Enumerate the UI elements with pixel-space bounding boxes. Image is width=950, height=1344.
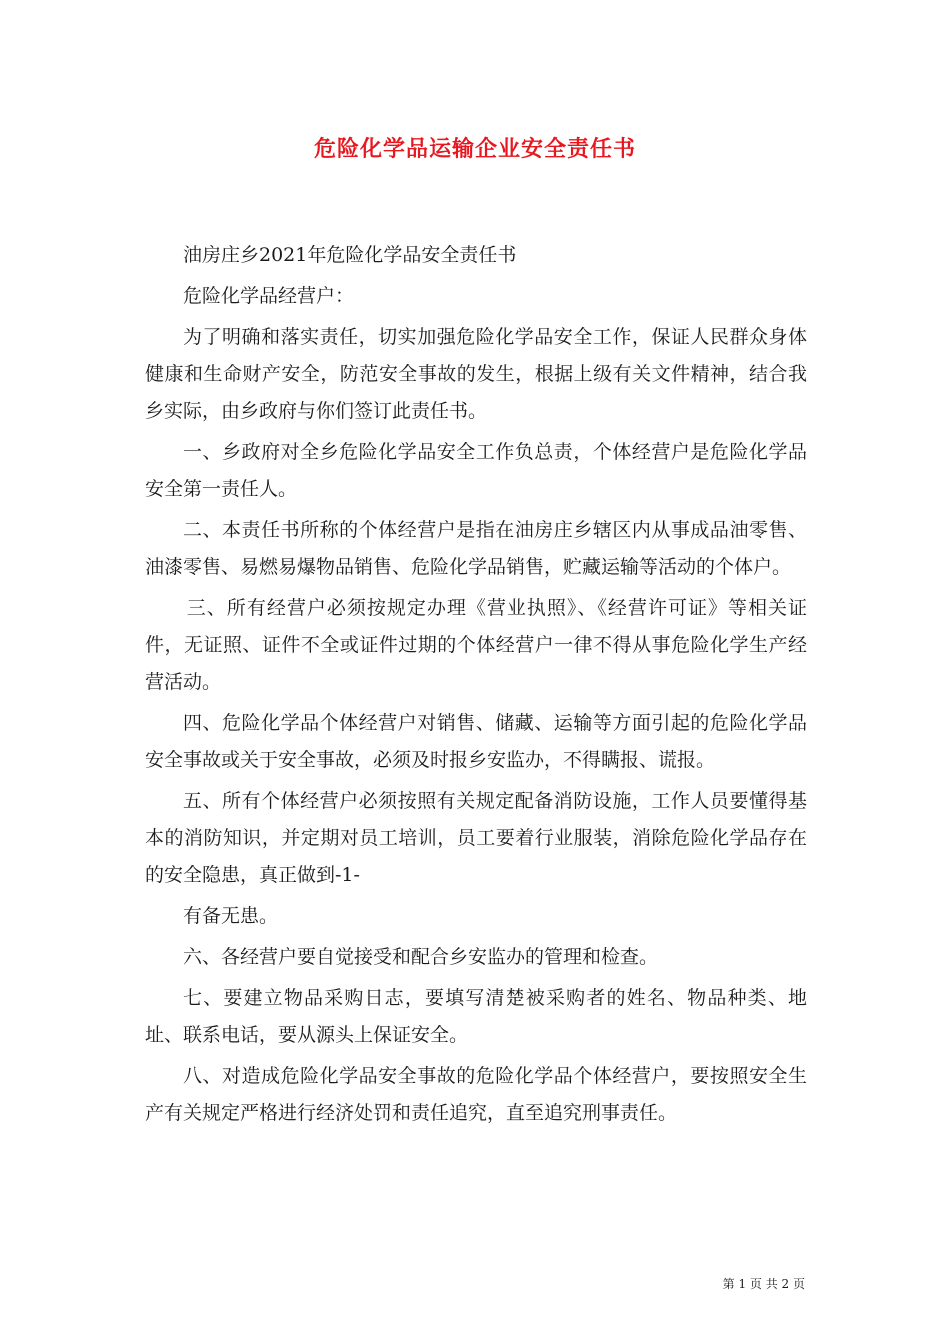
document-body [145,237,807,1136]
paragraph-addressee: 危险化学品经营户： [183,285,355,307]
paragraph-clause-1: 一、乡政府对全乡危险化学品安全工作负总责，个体经营户是危险化学品安全第一责任人。 [145,441,807,500]
paragraph-clause-2: 二、本责任书所称的个体经营户是指在油房庄乡辖区内从事成品油零售、油漆零售、易燃易爆物品销售、危险化学品销售，贮藏运输等活动的个体户。 [145,519,807,578]
paragraph-clause-5: 五、所有个体经营户必须按照有关规定配备消防设施，工作人员要懂得基本的消防知识，并定期对员工培训，员工要着行业服装，消除危险化学品存在的安全隐患，真正做到-1- [145,790,807,886]
paragraph-clause-3: 三、所有经营户必须按规定办理《营业执照》、《经营许可证》等相关证件，无证照、证件不全或证件过期的个体经营户一律不得从事危险化学生产经营活动。 [145,597,807,693]
paragraph-clause-6: 六、各经营户要自觉接受和配合乡安监办的管理和检查。 [183,946,659,968]
document-title: 危险化学品运输企业安全责任书 [313,137,636,162]
paragraph-subtitle: 油房庄乡2021年危险化学品安全责任书 [183,244,517,266]
paragraph-clause-4: 四、危险化学品个体经营户对销售、储藏、运输等方面引起的危险化学品安全事故或关于安全事故，必须及时报乡安监办，不得瞒报、谎报。 [145,712,807,771]
paragraph-clause-7: 七、要建立物品采购日志，要填写清楚被采购者的姓名、物品种类、地址、联系电话，要从源头上保证安全。 [145,987,807,1046]
paragraph-clause-5-continued: 有备无患。 [183,905,279,927]
page-number: 第 1 页 共 2 页 [722,1277,805,1291]
paragraph-clause-8: 八、对造成危险化学品安全事故的危险化学品个体经营户，要按照安全生产有关规定严格进行经济处罚和责任追究，直至追究刑事责任。 [145,1065,807,1124]
paragraph-intro: 为了明确和落实责任，切实加强危险化学品安全工作，保证人民群众身体健康和生命财产安全，防范安全事故的发生，根据上级有关文件精神，结合我乡实际，由乡政府与你们签订此责任书。 [145,326,807,422]
